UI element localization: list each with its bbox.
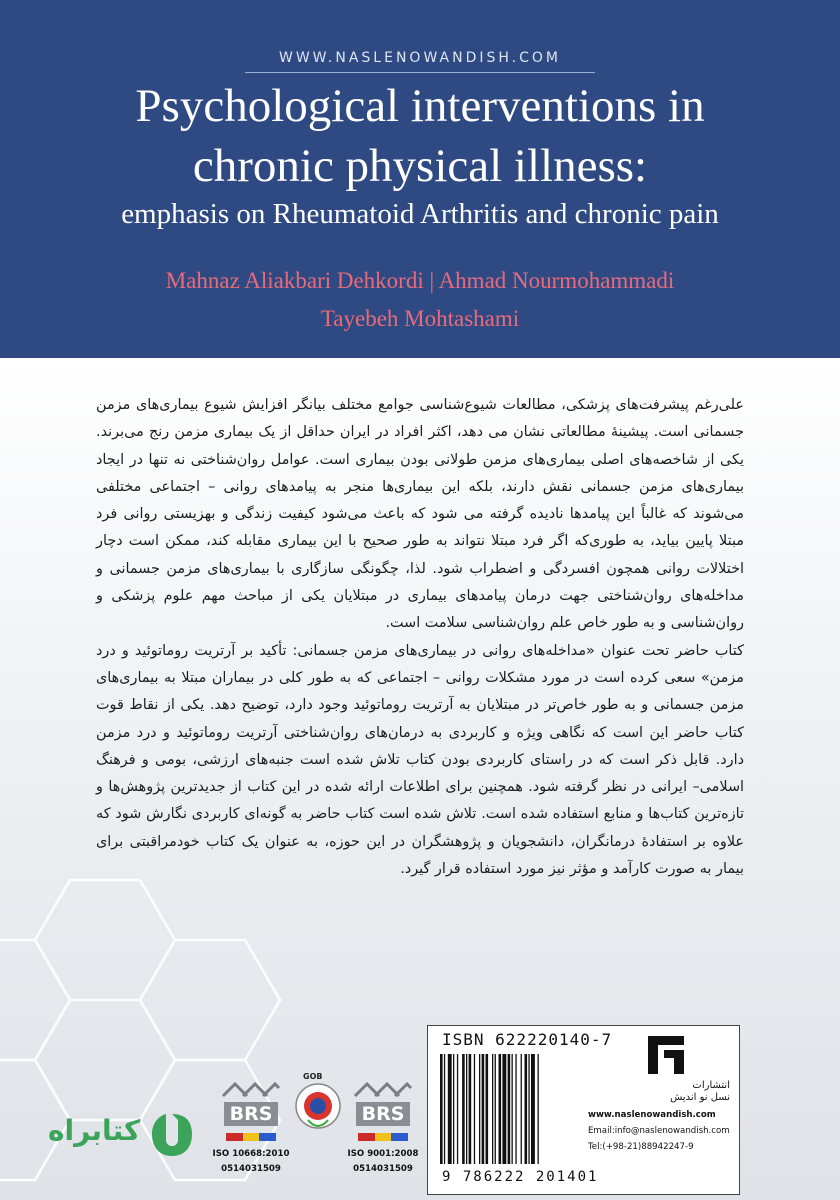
barcode-digits: 9 786222 201401 [442,1169,599,1185]
publisher-logo-icon [644,1032,688,1078]
description-paragraph-1: علی‌رغم پیشرفت‌های پزشکی، مطالعات شیوع‌شناسی جوامع مختلف بیانگر افزایش شیوع بیماری‌های مزمن جسمانی است. پیشینهٔ مطالعاتی نشان می دهد، اکثر افراد در ایران حداقل از یک بیماری مزمن رنج می‌برند. یکی از شاخصه‌های اصلی بیماری‌های مزمن طولانی بودن بیماری است. عوامل روان‌شناختی نه تنها در ایجاد بیماری‌های مزمن جسمانی نقش دارند، بلکه این بیماری‌ها منجر به پیامدهای روانی – اجتماعی مختلفی می‌شوند که غالباً این پیامدها نادیده گرفته می شود که باعث می‌شود کیفیت زندگی و بهزیستی روانی فرد مبتلا پایین بیاید، به طوری‌که اگر فرد مبتلا نتواند به طور صحیح با این بیماری مقابله کند، ممکن است دچار اختلالات روانی همچون افسردگی و اضطراب شود. لذا، چگونگی سازگاری با بیماری‌های مزمن جسمانی و مداخله‌های روان‌شناختی جهت درمان پیامدهای بیماری در مبتلایان یکی از مباحث مهم علوم پزشکی و روان‌شناسی و به طور خاص علم روان‌شناسی سلامت است. [96,397,744,632]
isbn-label: ISBN 622220140-7 [442,1030,613,1049]
publisher-name [670,1080,730,1104]
publisher-website: www.naslenowandish.com [588,1110,716,1120]
cert-number: 0514031509 [221,1164,281,1174]
description-paragraph-2: کتاب حاضر تحت عنوان «مداخله‌های روانی در بیماری‌های مزمن جسمانی: تأکید بر آرتریت روماتوئید و درد مزمن» سعی کرده است در مورد مشکلات روانی – اجتماعی که به طور کلی در بیماران مبتلا به بیماری‌های مزمن جسمانی و به طور خاص‌تر در مبتلایان به آرتریت روماتوئید وجود دارد، توضیح دهد. یکی از نقاط قوت کتاب حاضر این است که نگاهی ویژه و کاربردی به درمان‌های روان‌شناختی آرتریت روماتوئید و درد مزمن دارد. قابل ذکر است که در راستای کاربردی بودن کتاب تلاش شده است جنبه‌های ارزشی، بومی و فرهنگ اسلامی– ایرانی در نظر گرفته شود. همچنین برای اطلاعات ارائه شده در این کتاب از جدیدترین پژوهش‌ها و تازه‌ترین کتاب‌ها و منابع استفاده شده است. تلاش شده است کتاب حاضر به گونه‌ای کاربردی نگارش شود که علاوه بر استفادهٔ درمانگران، دانشجویان و پژوهشگران در این حوزه، به عنوان یک کتاب خودمراقبتی برای بیمار به صورت کارآمد و مؤثر نیز مورد استفاده قرار گیرد. [96,642,744,878]
book-title-line2: chronic physical illness: [192,140,648,192]
authors-line2: Tayebeh Mohtashami [320,306,520,331]
book-subtitle: emphasis on Rheumatoid Arthritis and chronic pain [121,198,719,230]
book-title-line1: Psychological interventions in [135,80,705,132]
publisher-phone: Tel:(+98-21)88942247-9 [588,1142,694,1152]
gob-label: GOB [303,1072,323,1081]
cert-standard: ISO 9001:2008 [347,1149,419,1159]
brs-certification-left [210,1082,292,1175]
authors-line1: Mahnaz Aliakbari Dehkordi | Ahmad Nourmohammadi [165,268,675,293]
publisher-name-line1: انتشارات [692,1080,730,1091]
brs-logo-text: BRS [356,1102,411,1126]
header-divider [245,72,595,73]
flag-stripes-icon [226,1133,276,1141]
publisher-email: Email:info@naslenowandish.com [588,1126,730,1136]
ketabrah-logo-icon [150,1110,194,1160]
cover-header [0,0,840,358]
barcode-bars-icon [438,1054,586,1166]
cert-number: 0514031509 [353,1164,413,1174]
cert-standard: ISO 10668:2010 [212,1149,290,1159]
flag-stripes-icon [358,1133,408,1141]
publisher-website-header: WWW.NASLENOWANDISH.COM [279,50,561,66]
retailer-name: کتابراه [48,1114,141,1147]
brs-logo-text: BRS [224,1102,279,1126]
publisher-name-line2: نسل نو اندیش [670,1092,730,1103]
brs-certification-right [342,1082,424,1175]
brs-emblem-icon [353,1082,413,1098]
back-cover-description [96,392,744,883]
publisher-info [586,1030,736,1190]
brs-emblem-icon [221,1082,281,1098]
